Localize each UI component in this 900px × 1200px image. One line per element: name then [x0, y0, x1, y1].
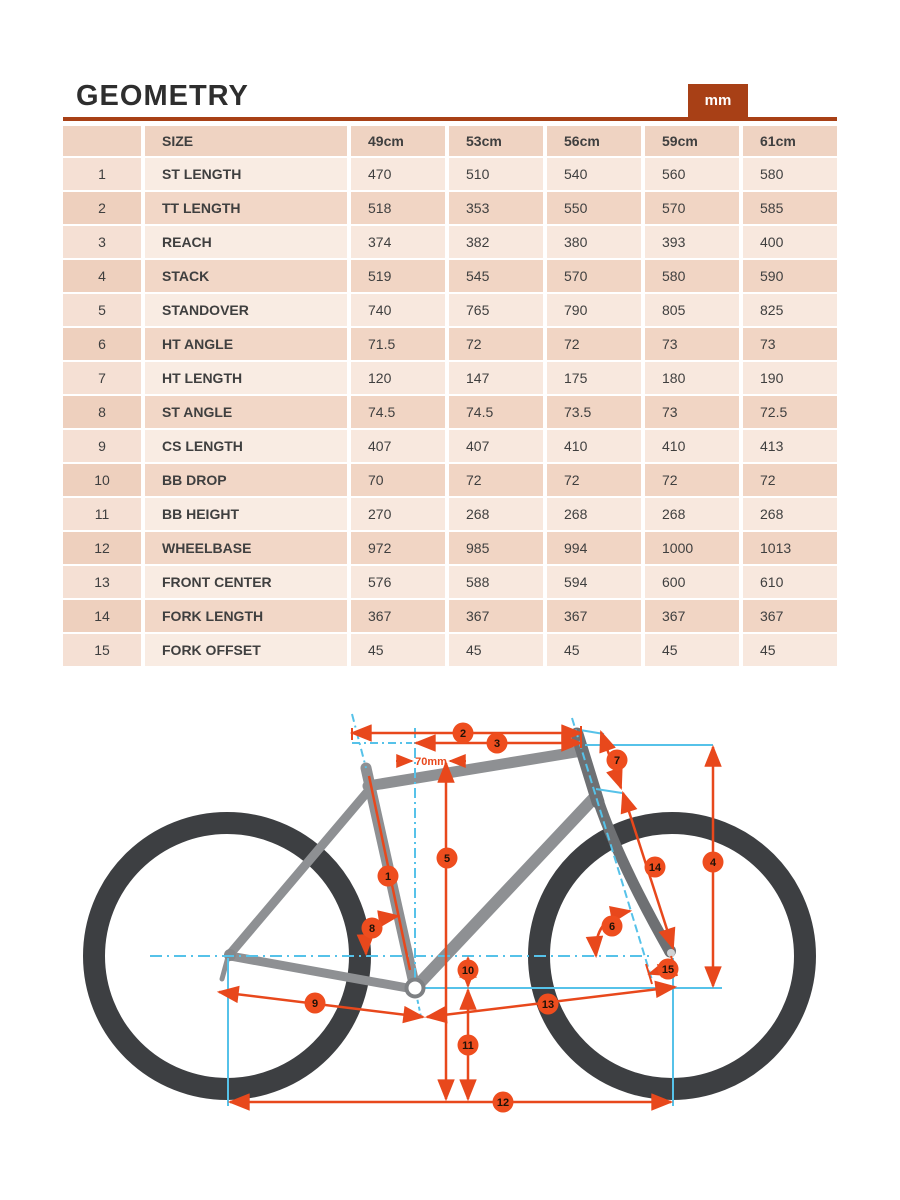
page-title: GEOMETRY [76, 80, 249, 112]
value-cell-53cm: 510 [449, 158, 543, 190]
row-number-cell: 11 [63, 498, 141, 530]
svg-text:14: 14 [648, 862, 662, 874]
measurement-label-cell: REACH [145, 226, 347, 258]
front-axle [667, 949, 675, 957]
header-cell-size: SIZE [145, 126, 347, 156]
value-cell-59cm: 570 [645, 192, 739, 224]
value-cell-49cm: 972 [351, 532, 445, 564]
dim-marker-13 [538, 994, 559, 1015]
dim-marker-12 [493, 1092, 514, 1113]
chain-stay [230, 956, 413, 989]
top-tube [368, 752, 576, 786]
svg-text:11: 11 [462, 1040, 474, 1052]
value-cell-53cm: 765 [449, 294, 543, 326]
value-cell-53cm: 382 [449, 226, 543, 258]
value-cell-59cm: 72 [645, 464, 739, 496]
row-number-cell: 15 [63, 634, 141, 666]
value-cell-56cm: 72 [547, 464, 641, 496]
dim-marker-10 [458, 960, 479, 981]
row-number-cell: 5 [63, 294, 141, 326]
svg-text:4: 4 [709, 857, 717, 869]
value-cell-49cm: 120 [351, 362, 445, 394]
value-cell-56cm: 994 [547, 532, 641, 564]
dim-marker-8 [362, 918, 383, 939]
svg-text:2: 2 [459, 728, 467, 740]
value-cell-49cm: 367 [351, 600, 445, 632]
measurement-label-cell: WHEELBASE [145, 532, 347, 564]
dim-marker-1 [378, 866, 399, 887]
dim-marker-4 [703, 852, 724, 873]
value-cell-56cm: 790 [547, 294, 641, 326]
svg-text:3: 3 [493, 738, 501, 750]
value-cell-59cm: 410 [645, 430, 739, 462]
value-cell-61cm: 590 [743, 260, 837, 292]
value-cell-56cm: 72 [547, 328, 641, 360]
value-cell-59cm: 1000 [645, 532, 739, 564]
measurement-label-cell: BB DROP [145, 464, 347, 496]
dim-marker-11 [458, 1035, 479, 1056]
value-cell-61cm: 413 [743, 430, 837, 462]
unit-badge: mm [688, 84, 748, 117]
measurement-label-cell: HT ANGLE [145, 328, 347, 360]
value-cell-56cm: 550 [547, 192, 641, 224]
value-cell-61cm: 72.5 [743, 396, 837, 428]
measurement-label-cell: ST LENGTH [145, 158, 347, 190]
row-number-cell: 12 [63, 532, 141, 564]
header-cell-61cm: 61cm [743, 126, 837, 156]
dim-marker-14 [645, 857, 666, 878]
row-number-cell: 14 [63, 600, 141, 632]
value-cell-53cm: 72 [449, 328, 543, 360]
measurement-label-cell: TT LENGTH [145, 192, 347, 224]
svg-text:9: 9 [311, 998, 319, 1010]
value-cell-59cm: 393 [645, 226, 739, 258]
value-cell-59cm: 45 [645, 634, 739, 666]
measurement-label-cell: FORK OFFSET [145, 634, 347, 666]
value-cell-53cm: 353 [449, 192, 543, 224]
value-cell-49cm: 740 [351, 294, 445, 326]
measurement-label-cell: BB HEIGHT [145, 498, 347, 530]
value-cell-59cm: 580 [645, 260, 739, 292]
value-cell-49cm: 470 [351, 158, 445, 190]
value-cell-61cm: 73 [743, 328, 837, 360]
value-cell-56cm: 45 [547, 634, 641, 666]
bike-geometry-diagram [0, 690, 900, 1200]
measurement-label-cell: STACK [145, 260, 347, 292]
dim-marker-7 [607, 750, 628, 771]
value-cell-61cm: 400 [743, 226, 837, 258]
value-cell-56cm: 268 [547, 498, 641, 530]
value-cell-49cm: 45 [351, 634, 445, 666]
measurement-label-cell: CS LENGTH [145, 430, 347, 462]
dim-marker-2 [453, 723, 474, 744]
value-cell-49cm: 74.5 [351, 396, 445, 428]
value-cell-49cm: 576 [351, 566, 445, 598]
row-number-cell: 2 [63, 192, 141, 224]
value-cell-53cm: 588 [449, 566, 543, 598]
value-cell-59cm: 600 [645, 566, 739, 598]
value-cell-59cm: 560 [645, 158, 739, 190]
value-cell-61cm: 580 [743, 158, 837, 190]
header-rule [63, 117, 837, 121]
measurement-label-cell: STANDOVER [145, 294, 347, 326]
header-cell-blank [63, 126, 141, 156]
dim-marker-3 [487, 733, 508, 754]
measurement-label-cell: FORK LENGTH [145, 600, 347, 632]
svg-text:6: 6 [608, 921, 616, 933]
value-cell-49cm: 374 [351, 226, 445, 258]
value-cell-53cm: 985 [449, 532, 543, 564]
row-number-cell: 4 [63, 260, 141, 292]
row-number-cell: 13 [63, 566, 141, 598]
value-cell-56cm: 570 [547, 260, 641, 292]
value-cell-59cm: 73 [645, 328, 739, 360]
value-cell-56cm: 175 [547, 362, 641, 394]
measurement-label-cell: FRONT CENTER [145, 566, 347, 598]
value-cell-49cm: 407 [351, 430, 445, 462]
value-cell-56cm: 380 [547, 226, 641, 258]
value-cell-61cm: 1013 [743, 532, 837, 564]
svg-text:13: 13 [541, 999, 555, 1011]
svg-text:7: 7 [613, 755, 621, 767]
value-cell-49cm: 270 [351, 498, 445, 530]
row-number-cell: 6 [63, 328, 141, 360]
value-cell-61cm: 190 [743, 362, 837, 394]
value-cell-56cm: 540 [547, 158, 641, 190]
value-cell-49cm: 70 [351, 464, 445, 496]
header-cell-49cm: 49cm [351, 126, 445, 156]
svg-text:15: 15 [661, 964, 675, 976]
row-number-cell: 3 [63, 226, 141, 258]
seat-axis-extension [352, 714, 366, 768]
value-cell-59cm: 367 [645, 600, 739, 632]
measurement-label-cell: HT LENGTH [145, 362, 347, 394]
dim-marker-5 [437, 848, 458, 869]
value-cell-61cm: 367 [743, 600, 837, 632]
value-cell-61cm: 610 [743, 566, 837, 598]
value-cell-53cm: 74.5 [449, 396, 543, 428]
row-number-cell: 8 [63, 396, 141, 428]
value-cell-53cm: 545 [449, 260, 543, 292]
measurement-label-cell: ST ANGLE [145, 396, 347, 428]
geometry-table [63, 126, 837, 666]
row-number-cell: 9 [63, 430, 141, 462]
row-number-cell: 1 [63, 158, 141, 190]
value-cell-61cm: 72 [743, 464, 837, 496]
value-cell-56cm: 594 [547, 566, 641, 598]
bottom-bracket [407, 980, 424, 997]
svg-text:1: 1 [384, 871, 392, 883]
value-cell-59cm: 805 [645, 294, 739, 326]
dim-marker-9 [305, 993, 326, 1014]
value-cell-53cm: 147 [449, 362, 543, 394]
dim-marker-6 [602, 916, 623, 937]
value-cell-49cm: 71.5 [351, 328, 445, 360]
value-cell-53cm: 72 [449, 464, 543, 496]
svg-text:5: 5 [443, 853, 451, 865]
svg-text:12: 12 [496, 1097, 510, 1109]
value-cell-56cm: 367 [547, 600, 641, 632]
value-cell-59cm: 180 [645, 362, 739, 394]
header-cell-53cm: 53cm [449, 126, 543, 156]
value-cell-61cm: 268 [743, 498, 837, 530]
value-cell-56cm: 410 [547, 430, 641, 462]
header-cell-59cm: 59cm [645, 126, 739, 156]
value-cell-53cm: 367 [449, 600, 543, 632]
value-cell-61cm: 825 [743, 294, 837, 326]
dim-marker-15 [658, 959, 679, 980]
value-cell-53cm: 45 [449, 634, 543, 666]
row-number-cell: 7 [63, 362, 141, 394]
row-number-cell: 10 [63, 464, 141, 496]
value-cell-53cm: 407 [449, 430, 543, 462]
value-cell-53cm: 268 [449, 498, 543, 530]
svg-text:10: 10 [461, 965, 475, 977]
value-cell-61cm: 45 [743, 634, 837, 666]
seventy-mm-label: 70mm [415, 756, 447, 768]
value-cell-59cm: 73 [645, 396, 739, 428]
value-cell-49cm: 519 [351, 260, 445, 292]
value-cell-56cm: 73.5 [547, 396, 641, 428]
svg-text:8: 8 [368, 923, 376, 935]
value-cell-49cm: 518 [351, 192, 445, 224]
header-cell-56cm: 56cm [547, 126, 641, 156]
value-cell-59cm: 268 [645, 498, 739, 530]
value-cell-61cm: 585 [743, 192, 837, 224]
